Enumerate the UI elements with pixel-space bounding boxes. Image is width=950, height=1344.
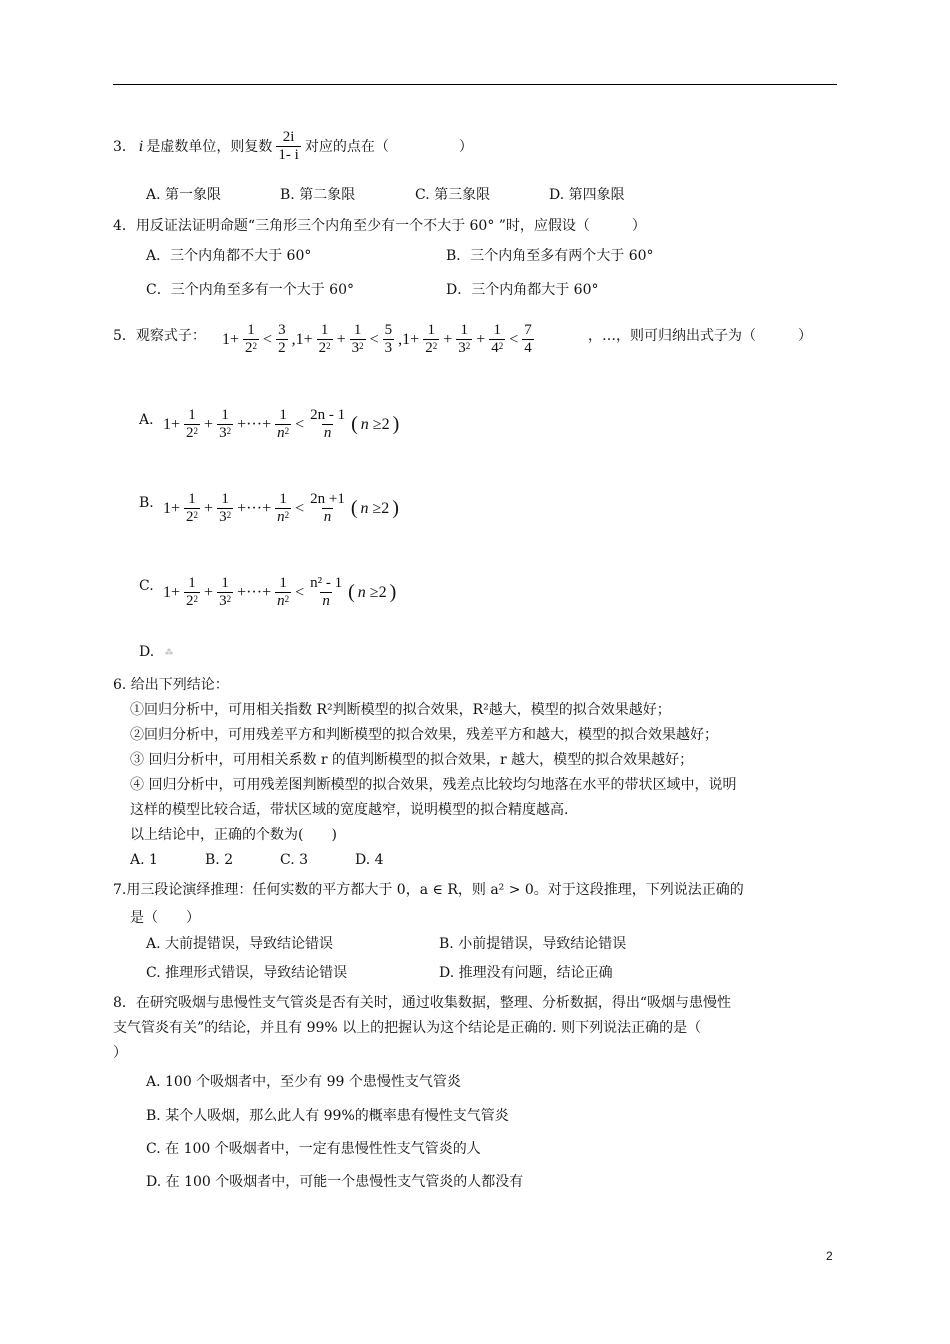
option-c: C. 3 (280, 852, 309, 868)
q5-option-d-missing-image: ⁂ (165, 648, 173, 657)
q4-options-row2 (146, 281, 599, 299)
q7-options-row2 (146, 964, 613, 982)
q6-question: 以上结论中，正确的个数为( ) (130, 827, 337, 843)
q3-frac-den: 1- i (278, 147, 299, 163)
q6-item-2: ②回归分析中，可用残差平方和判断模型的拟合效果，残差平方和越大，模型的拟合效果越好； (130, 727, 718, 743)
q3-stem-b: 对应的点在（ ） (304, 138, 473, 155)
q5-label-a: A. (139, 412, 154, 428)
option-d: D. 推理没有问题，结论正确 (439, 965, 613, 981)
q5-c-numerator: n² - 1 (310, 575, 343, 591)
q6-item-1: ①回归分析中，可用相关指数 R²判断模型的拟合效果，R²越大，模型的拟合效果越好； (130, 702, 671, 718)
option-d: D. 第四象限 (549, 187, 625, 203)
question-8-stem-1: 8．在研究吸烟与患慢性支气管炎是否有关时，通过收集数据，整理、分析数据，得出“吸烟与患慢性 (113, 995, 732, 1011)
q3-fraction (276, 129, 300, 164)
q6-options (130, 851, 384, 869)
option-b: B. 第二象限 (280, 187, 356, 203)
q5-label-d: D. (139, 644, 155, 660)
q8-option-d: D. 在 100 个吸烟者中，可能一个患慢性支气管炎的人都没有 (146, 1174, 524, 1190)
q5-b-numerator: 2n +1 (310, 491, 345, 507)
q5-observed-series: 1+ $\frac{1}{2^2}$ < $\frac{3}{2}$ ,1+ $\frac{1}{2^2}$ + $\frac{1}{3^2}$ < $\frac{5}{3}$ ,1+ $\frac{1}{2^2}$ + $\frac{1}{3^2}$ + $\frac{1}{4^2}$ < $\frac{7}{4}$ (222, 322, 532, 356)
question-4-stem: 4．用反证法证明命题“三角形三个内角至少有一个不大于 60° ”时，应假设（ ） (113, 218, 646, 234)
q3-stem-a: 是虚数单位，则复数 (146, 138, 273, 155)
q3-options (146, 186, 625, 204)
option-a: A. 第一象限 (146, 187, 222, 203)
q5-stem-tail: ，…，则可归纳出式子为（ ） (588, 328, 812, 344)
question-7-stem-cont: 是（ ） (130, 910, 200, 926)
q5-option-c-formula: 1+ $\frac{1}{2^2}$ + $\frac{1}{3^2}$ +···+ $\frac{1}{n^2}$ < $\frac{\text{n² - 1}}{n}$ ( n ≥2 ) (163, 575, 397, 609)
q3-number: 3． (113, 138, 136, 155)
question-8-stem-3: ） (113, 1045, 127, 1061)
q5-label-c: C. (139, 578, 154, 594)
header-rule (113, 84, 837, 85)
question-3-stem (113, 129, 473, 164)
question-7-stem: 7.用三段论演绎推理：任何实数的平方都大于 0，a ∈ R，则 a² > 0。对于这段推理，下列说法正确的 (113, 882, 744, 898)
q3-frac-num: 2i (282, 129, 295, 145)
option-d: D. 4 (355, 852, 384, 868)
option-a: A. 1 (130, 852, 158, 868)
question-5-stem: 5．观察式子： (113, 328, 206, 344)
option-c: C．三个内角至多有一个大于 60° (146, 282, 354, 298)
page-number: 2 (826, 1249, 833, 1263)
q4-options-row1 (146, 247, 654, 265)
option-b: B. 小前提错误，导致结论错误 (439, 936, 627, 952)
question-6-stem: 6. 给出下列结论： (113, 677, 229, 693)
option-b: B. 2 (205, 852, 234, 868)
q6-item-3: ③ 回归分析中，可用相关系数 r 的值判断模型的拟合效果，r 越大，模型的拟合效果越好； (130, 752, 694, 768)
q5-label-b: B. (139, 495, 154, 511)
option-c: C. 第三象限 (415, 187, 491, 203)
question-8-stem-2: 支气管炎有关”的结论，并且有 99% 以上的把握认为这个结论是正确的. 则下列说法正确的是（ (113, 1020, 702, 1036)
q5-option-b-formula: 1+ $\frac{1}{2^2}$ + $\frac{1}{3^2}$ +···+ $\frac{1}{n^2}$ < $\frac{2n +1}{n}$ ( n ≥2 ) (163, 491, 399, 525)
q6-item-4: ④ 回归分析中，可用残差图判断模型的拟合效果，残差点比较均匀地落在水平的带状区域中，说明 (130, 777, 737, 793)
q8-option-a: A. 100 个吸烟者中，至少有 99 个患慢性支气管炎 (146, 1074, 461, 1090)
option-d: D．三个内角都大于 60° (446, 282, 599, 298)
q8-option-c: C. 在 100 个吸烟者中，一定有患慢性性支气管炎的人 (146, 1141, 481, 1157)
option-a: A. 大前提错误，导致结论错误 (146, 936, 334, 952)
option-c: C. 推理形式错误，导致结论错误 (146, 965, 348, 981)
q3-imag-unit: i (138, 138, 144, 155)
q6-item-4-cont: 这样的模型比较合适，带状区域的宽度越窄，说明模型的拟合精度越高. (130, 802, 569, 818)
q5-a-numerator: 2n - 1 (310, 407, 346, 423)
q5-option-a-formula: 1+ $\frac{1}{2^2}$ + $\frac{1}{3^2}$ +···+ $\frac{1}{n^2}$ < $\frac{2n - 1}{n}$ ( n ≥2 ) (163, 407, 400, 441)
q8-option-b: B. 某个人吸烟，那么此人有 99%的概率患有慢性支气管炎 (146, 1108, 509, 1124)
option-a: A．三个内角都不大于 60° (146, 248, 312, 264)
q7-options-row1 (146, 935, 626, 953)
option-b: B．三个内角至多有两个大于 60° (446, 248, 654, 264)
